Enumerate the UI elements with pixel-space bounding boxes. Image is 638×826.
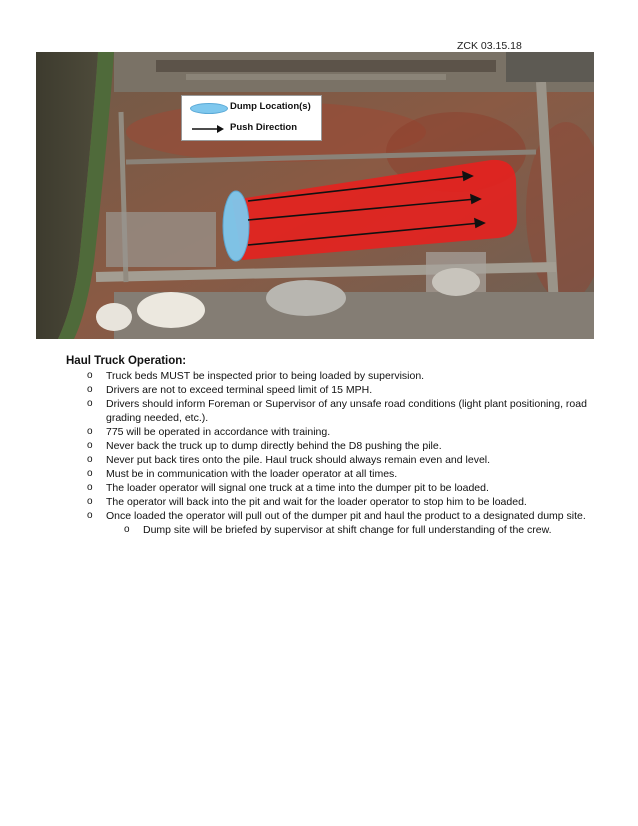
sub-list-item: o Dump site will be briefed by supervisor at shift change for full understanding of the crew. [124, 524, 552, 536]
haul-truck-operation-section [66, 355, 606, 537]
list-item: o The operator will back into the pit and wait for the loader operator to stop him to be loaded. [87, 496, 527, 508]
legend-dump-location [182, 98, 321, 118]
bullet-icon: o [87, 454, 93, 465]
procedure-list [66, 369, 606, 537]
section-title: Haul Truck Operation: [66, 355, 187, 367]
list-item: o Must be in communication with the loader operator at all times. [87, 468, 398, 480]
bullet-icon: o [87, 370, 93, 381]
bullet-icon: o [87, 384, 93, 395]
dump-location-legend-label: Dump Location(s) [230, 101, 311, 112]
bullet-icon: o [87, 398, 93, 409]
map-legend [181, 95, 322, 141]
list-item-continuation: grading needed, etc.). [106, 412, 209, 424]
push-direction-legend-label: Push Direction [230, 122, 298, 133]
bullet-icon: o [87, 468, 93, 479]
list-item: o Drivers should inform Foreman or Supervisor of any unsafe road conditions (light plant positioning, road [87, 398, 587, 410]
bullet-icon: o [124, 524, 130, 535]
legend-push-direction [182, 119, 321, 139]
bullet-icon: o [87, 440, 93, 451]
bullet-icon: o [87, 510, 93, 521]
list-item: o The loader operator will signal one truck at a time into the dumper pit to be loaded. [87, 482, 489, 494]
dump-location-legend-icon [190, 103, 228, 114]
bullet-icon: o [87, 496, 93, 507]
list-item: o 775 will be operated in accordance with training. [87, 426, 331, 438]
list-item: o Never back the truck up to dump directly behind the D8 pushing the pile. [87, 440, 442, 452]
push-zone [232, 160, 517, 260]
list-item: o Drivers are not to exceed terminal speed limit of 15 MPH. [87, 384, 373, 396]
header-date-stamp: ZCK 03.15.18 [457, 40, 522, 52]
list-item: o Never put back tires onto the pile. Haul truck should always remain even and level. [87, 454, 491, 466]
dump-location-marker [223, 191, 249, 261]
bullet-icon: o [87, 426, 93, 437]
list-item: o Once loaded the operator will pull out of the dumper pit and haul the product to a designated dump site. [87, 510, 586, 522]
bullet-icon: o [87, 482, 93, 493]
list-item: o Truck beds MUST be inspected prior to being loaded by supervision. [87, 370, 425, 382]
arrow-right-icon [190, 122, 226, 136]
